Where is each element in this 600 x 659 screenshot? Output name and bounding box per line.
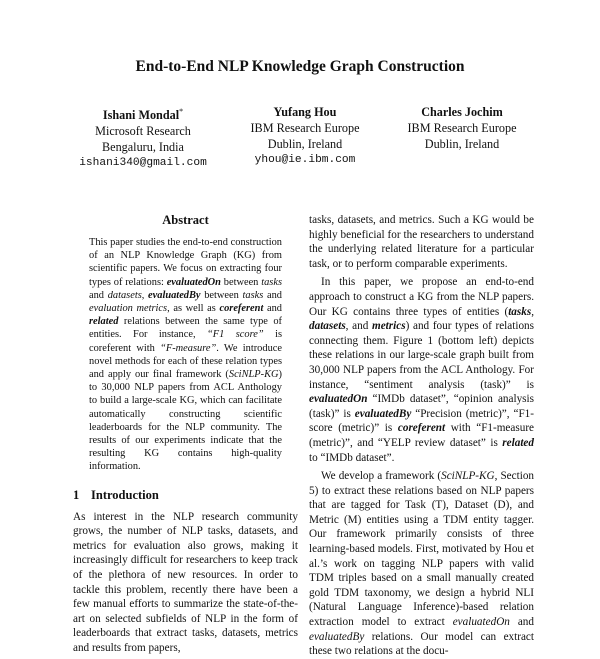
author-name: Charles Jochim — [421, 105, 503, 119]
abstract-heading: Abstract — [162, 213, 209, 227]
author-location: Bengaluru, India — [102, 140, 184, 155]
author-1 — [68, 104, 218, 171]
abstract-text: This paper studies the end-to-end construction of an NLP Knowledge Graph (KG) from scientific papers. We focus on extracting four types of relations: evaluatedOn between tasks and datasets, evaluatedBy between tasks and evaluation metrics, as well as coreferent and related relations between the same type of entities. For instance, “F1 score” is coreferent with “F-measure”. We introduce novel methods for each of these relation types and apply our final framework (SciNLP-KG) to 30,000 NLP papers from ACL Anthology to build a large-scale KG, which can facilitate automatically constructing scientific leaderboards for the NLP community. The results of our experiments indicate that the resulting KG contains high-quality information. — [89, 237, 283, 473]
author-2 — [235, 104, 375, 171]
author-affiliation: Microsoft Research — [95, 124, 191, 139]
author-block — [70, 104, 530, 171]
body-paragraph-2: In this paper, we propose an end-to-end approach to construct a KG from the NLP papers. Our KG contains three types of entities (tasks, datasets, and metrics) and four types of relations connecting them. Figure 1 (bottom left) depicts these relations in our large-scale graph built from 30,000 NLP papers from the ACL Anthology. For instance, “sentiment analysis (task)” is evaluatedOn “IMDb dataset”, “opinion analysis (task)” is evaluatedBy “Precision (metric)”, “F1-score (metric)” is coreferent with “F1-measure (metric)”, and “YELP review dataset” is related to “IMDb dataset”. — [309, 276, 535, 464]
section-heading-introduction: 1 Introduction — [73, 487, 159, 502]
author-location: Dublin, Ireland — [267, 137, 343, 151]
author-affiliation: IBM Research Europe — [250, 121, 360, 135]
author-email: yhou@ie.ibm.com — [254, 154, 356, 166]
paper-title: End-to-End NLP Knowledge Graph Construction — [135, 58, 465, 75]
body-paragraph-3: We develop a framework (SciNLP-KG, Section 5) to extract these relations based on NLP papers that are tagged for Task (T), Dataset (D), and Metric (M) entities using a TDM entity tagger. Our framework primarily consists of three learning-based models. First, motivated by Hou et al.’s work on tagging NLP papers with valid TDM triples based on a small manually created gold TDM taxonomy, we design a hybrid NLI (Natural Language Inference)-based relation extraction model to extract evaluatedOn and evaluatedBy relations. Our model can extract these two relations at the docu- — [309, 470, 535, 658]
left-column — [73, 213, 298, 656]
author-name: Ishani Mondal* — [102, 107, 184, 123]
intro-paragraph: As interest in the NLP research community grows, the number of NLP tasks, datasets, and metrics for evaluation also grows, making it increasingly difficult for researchers to keep track of the plethora of new resources. In order to tackle this problem, recently there have been a few manual efforts to summarize the state-of-the-art on selected subfields of NLP in the form of leaderboards that extract tasks, datasets, metrics and results from papers, — [73, 510, 298, 654]
author-name: Yufang Hou — [273, 105, 337, 119]
author-email: ishani340@gmail.com — [79, 157, 207, 170]
author-3 — [392, 104, 532, 171]
author-location: Dublin, Ireland — [424, 137, 500, 151]
body-paragraph-1: tasks, datasets, and metrics. Such a KG would be highly beneficial for the researchers to understand the underlying related literature for a particular task, or to perform comparable experiments. — [309, 214, 534, 270]
author-affiliation: IBM Research Europe — [407, 121, 517, 135]
right-column — [309, 213, 534, 659]
